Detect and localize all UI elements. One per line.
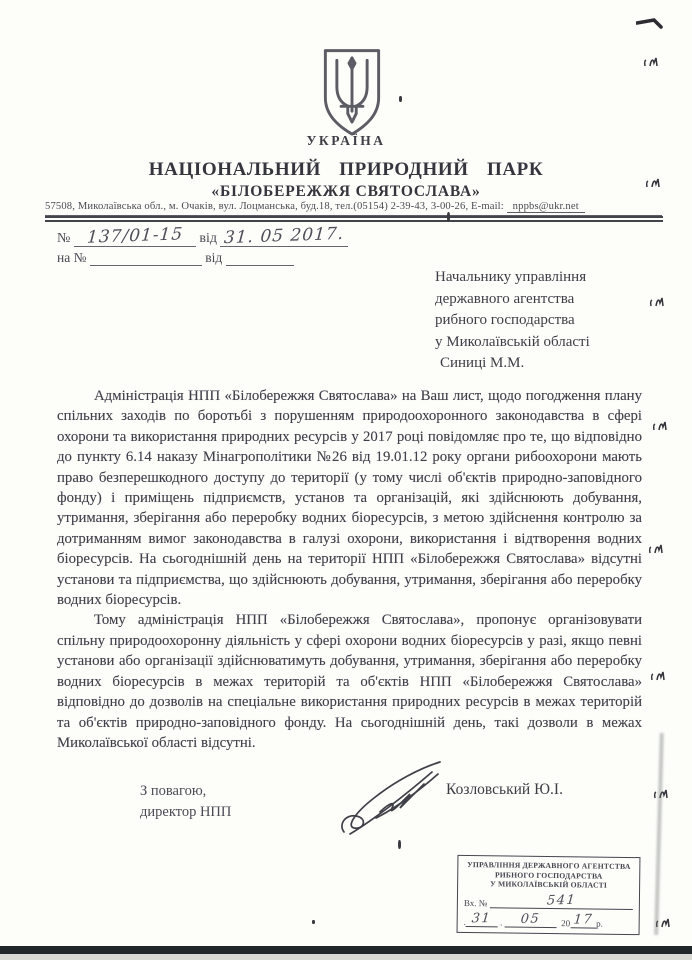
body-paragraph-1: Адміністрація НПП «Білобережжя Святослава» на Ваш лист, щодо погодження плану спільних заходів по боротьбі з порушенням природоохоронного законодавства в сфері охорони та використання природних ресурсів у 2017 році повідомляє про те, що відповідно до пункту 6.14 наказу Мінагрополітики №26 від 19.01.12 року органи рибоохорони мають право безперешкодного доступу до території (у тому числі об'єктів природно-заповідного фонду) і приміщень підприємств, установ та організацій, які здійснюють добування, утримання, зберігання або переробку водних біоресурсів, з метою здійснення контролю за дотриманням вимог законодавства в галузі охорони, використання і відтворення водних біоресурсів. На сьогоднішній день на території НПП «Білобережжя Святослава» відсутні установи та підприємства, що здійснюють добування, утримання, зберігання або переробку водних біоресурсів. bbox=[57, 388, 642, 609]
binding-mark-icon bbox=[650, 669, 667, 683]
na-no-label: на № bbox=[57, 250, 87, 265]
stamp-day-handwritten: 31 bbox=[471, 910, 493, 926]
ink-speck bbox=[398, 840, 401, 849]
incoming-registration-stamp: УПРАВЛІННЯ ДЕРЖАВНОГО АГЕНТСТВА РИБНОГО ГОСПОДАРСТВА У МИКОЛАЇВСЬКІЙ ОБЛАСТІ Вх. № 541 . 31 . 05 20 17 р. bbox=[457, 855, 641, 935]
stamp-year-prefix: 20 bbox=[561, 917, 571, 928]
closing-block bbox=[140, 781, 231, 823]
stamp-line: РИБНОГО ГОСПОДАРСТВА bbox=[494, 869, 603, 881]
scan-edge-band bbox=[0, 946, 692, 954]
signature-scribble bbox=[336, 760, 456, 842]
binding-mark-icon bbox=[636, 17, 664, 30]
vid-label: від bbox=[199, 231, 217, 246]
vid-label-2: від bbox=[205, 250, 223, 265]
addressee-name: Синиці М.М. bbox=[440, 355, 525, 371]
outgoing-reference-row bbox=[57, 223, 348, 249]
country-title: УКРАЇНА bbox=[306, 133, 386, 148]
incoming-reference-row bbox=[57, 249, 294, 266]
organization-name: НАЦІОНАЛЬНИЙ ПРИРОДНИЙ ПАРК bbox=[148, 159, 544, 180]
binding-smudge bbox=[654, 733, 664, 935]
stamp-number-handwritten: 541 bbox=[546, 892, 577, 909]
scan-edge-shadow bbox=[0, 954, 692, 960]
closing-line: З повагою, bbox=[140, 783, 207, 799]
addressee-line: у Миколаївській області bbox=[435, 333, 590, 350]
body-paragraph-2: Тому адміністрація НПП «Білобережжя Святослава», пропонує організовувати спільну природоохоронну діяльність у сфері охорони водних біоресурсів у разі, якщо певні установи або організації здійснюватимуть добування, утримання, зберігання або переробку водних біоресурсів в межах територій та об'єктів НПП «Білобережжя Святослава» відповідно до дозволів на спеціальне використання природних ресурсів в межах територій та об'єктів природно-заповідного фонду. На сьогоднішній день, такі дозволи в межах Миколаївської області відсутні. bbox=[57, 612, 642, 751]
ukraine-trident-emblem-icon bbox=[309, 47, 395, 139]
binding-mark-icon bbox=[652, 419, 669, 433]
stamp-vh-label: Вх. № bbox=[463, 897, 488, 908]
binding-mark-icon bbox=[643, 55, 660, 69]
stamp-year-handwritten: 17 bbox=[572, 911, 594, 928]
letter-body bbox=[57, 386, 642, 753]
stamp-month-handwritten: 05 bbox=[520, 911, 542, 927]
email-address: nppbs@ukr.net bbox=[507, 201, 585, 213]
doc-date-handwritten: 31. 05 2017. bbox=[223, 223, 346, 249]
binding-mark-icon bbox=[648, 542, 665, 556]
addressee-line: державного агентства bbox=[435, 290, 575, 307]
stamp-year-suffix: р. bbox=[596, 918, 603, 929]
address-text: 57508, Миколаївська обл., м. Очаків, вул. Лоцманська, буд.18, тел.(05154) 2-39-43, 3-00-26, E-mail: bbox=[45, 201, 504, 212]
addressee-line: Начальнику управління bbox=[435, 269, 587, 285]
letterhead-divider bbox=[45, 216, 663, 222]
doc-number-handwritten: 137/01-15 bbox=[86, 224, 184, 248]
stamp-line: У МИКОЛАЇВСЬКІЙ ОБЛАСТІ bbox=[490, 879, 608, 890]
stamp-line: УПРАВЛІННЯ ДЕРЖАВНОГО АГЕНТСТВА bbox=[467, 860, 631, 871]
no-label: № bbox=[57, 231, 71, 246]
letterhead-address-line bbox=[45, 201, 662, 216]
ink-speck bbox=[399, 96, 402, 102]
binding-mark-icon bbox=[645, 176, 662, 190]
ink-speck bbox=[447, 212, 450, 222]
addressee-line: рибного господарства bbox=[435, 312, 575, 328]
ink-speck bbox=[312, 920, 315, 924]
addressee-block bbox=[435, 267, 590, 375]
closing-position: директор НПП bbox=[140, 804, 232, 820]
binding-mark-icon bbox=[649, 295, 666, 309]
signatory-name: Козловський Ю.І. bbox=[446, 781, 563, 798]
organization-subname: «БІЛОБЕРЕЖЖЯ СВЯТОСЛАВА» bbox=[211, 183, 481, 200]
